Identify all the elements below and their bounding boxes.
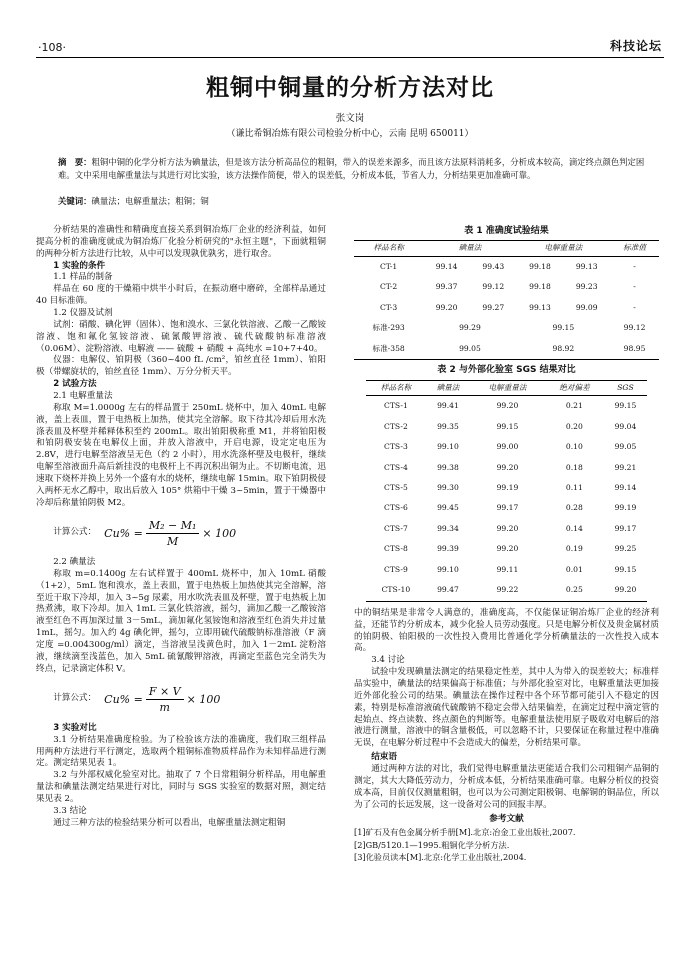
table-cell: 99.39: [437, 544, 459, 554]
formula-label: 计算公式：: [53, 527, 97, 538]
subsection-heading: 3.4 讨论: [371, 655, 405, 666]
table-cell: 99.13: [575, 261, 598, 271]
abstract-label: 摘 要：: [58, 157, 92, 167]
table-row: [366, 458, 647, 478]
table-cell: 99.09: [575, 302, 598, 312]
table-cell: 99.43: [482, 261, 505, 271]
table-header: 标准值: [610, 241, 659, 256]
table-cell: CTS-7: [384, 523, 408, 533]
table-cell: 99.38: [437, 462, 459, 472]
table-cell: 99.25: [614, 544, 637, 554]
table-header: 绝对偏差: [545, 380, 604, 395]
section-heading: 3 实验对比: [53, 722, 97, 733]
header-rule: [36, 57, 664, 58]
table-row: [366, 437, 647, 457]
reference-item: [3]化验员读本[M].北京:化学工业出版社,2004.: [354, 851, 527, 862]
table-cell: CTS-1: [384, 401, 408, 411]
table-cell: 标准-358: [354, 339, 423, 360]
table-row: [366, 498, 647, 518]
table-cell: CTS-9: [384, 564, 408, 574]
table-cell: 0.11: [565, 482, 583, 492]
table1-caption: 表 1 准确度试验结果: [464, 226, 549, 236]
formula-electrolytic: [36, 518, 326, 549]
table-cell: CTS-2: [384, 421, 408, 431]
table-cell: 99.18: [529, 282, 551, 292]
table-cell: 0.10: [565, 442, 583, 452]
table-header: SGS: [604, 380, 647, 395]
table-row: [366, 417, 647, 437]
paragraph: 3.2 与外部权威化验室对比。抽取了 7 个日常粗铜分析样品，用电解重量法和碘量法测定结果进行对比，同时与 SGS 实验室的数据对照，测定结果见表 2。: [36, 770, 326, 805]
paragraph: 称取 m=0.1400g 左右试样置于 400mL 烧杯中，加入 10mL 硝酸（1+2），5mL 饱和溴水，盖上表皿，置于电热板上加热使其完全溶解，溶至近干取下冷却，加入 3~5g 尿素，用水吹洗表皿及杯壁，置于电热板上加热煮沸，取下冷却。加入 1mL 三氯化铁溶液，摇匀，滴加乙酸一乙酸铵溶液至红色不再加深过量 3－5mL，滴加氟化氢铵饱和溶液至红色消失并过量 1mL，摇匀。加入约 4g 碘化钾，摇匀，立即用硫代硫酸钠标准溶液（F 滴定度 =0.004300g/ml）滴定，当溶液呈浅黄色时，加入 1－2mL 淀粉溶液，继续滴至浅蓝色，加入 5mL 硫氰酸钾溶液，再滴定至蓝色完全消失为终点，记录滴定体积 V。: [36, 568, 326, 674]
abstract: [58, 156, 658, 183]
table-cell: CT-3: [379, 302, 398, 312]
table-cell: 标准-293: [372, 323, 405, 333]
table-cell: 99.20: [496, 401, 519, 411]
table-cell: 99.41: [437, 401, 459, 411]
table-row: [354, 339, 659, 360]
table-cell: 99.20: [496, 462, 519, 472]
page-number: ·108·: [38, 41, 66, 54]
table-cell: -: [633, 282, 636, 292]
formula-denominator: m: [159, 700, 170, 714]
table-cell: 0.20: [565, 421, 583, 431]
table-row: [366, 539, 647, 559]
right-column: [354, 225, 659, 864]
table-cell: 99.12: [623, 323, 646, 333]
table-header: 电解重量法: [470, 380, 544, 395]
table-cell: 99.05: [423, 339, 516, 360]
section-heading: 1 实验的条件: [53, 260, 106, 271]
reference-item: [2]GB/5120.1—1995.粗铜化学分析方法.: [354, 839, 510, 850]
section-heading: 2 试验方法: [53, 379, 97, 390]
table-cell: 99.18: [529, 261, 551, 271]
table-cell: 98.92: [517, 339, 610, 360]
table-cell: CTS-5: [384, 482, 408, 492]
table-cell: CTS-3: [384, 442, 408, 452]
left-column: [36, 225, 326, 830]
table2: [366, 380, 647, 602]
section-heading: 结束语: [371, 752, 397, 763]
table-cell: 99.12: [482, 282, 505, 292]
formula-numerator: M₂ − M₁: [146, 518, 200, 534]
table-header: 碘量法: [423, 241, 516, 256]
table-cell: 99.17: [496, 503, 519, 513]
table-cell: CTS-4: [384, 462, 408, 472]
abstract-text: 粗铜中铜的化学分析方法为碘量法，但是该方法分析高品位的粗铜，带入的误差来源多，而且该方法原料消耗多，分析成本较高，滴定终点颜色判定困难。文中采用电解重量法与其进行对比实验，该方法操作简便，带入的误差低，分析成本低，节省人力，分析结果更加准确可靠。: [58, 157, 645, 181]
table-cell: 99.35: [437, 421, 459, 431]
references-list: [354, 827, 659, 863]
intro-paragraph: 分析结果的准确性和精确度直接关系到铜冶炼厂企业的经济利益，如何提高分析的准确度就成为铜冶炼厂化验分析研究的"永恒主题"，下面就粗铜的两种分析方法进行比较，从中可以发现孰优孰劣，进行取舍。: [36, 225, 326, 259]
subsection-heading: 1.2 仪器及试剂: [53, 308, 113, 319]
table-cell: 99.21: [614, 462, 637, 472]
table-cell: 99.23: [575, 282, 598, 292]
subsection-heading: 3.3 结论: [53, 805, 87, 816]
table-cell: 99.00: [496, 442, 519, 452]
table2-caption: 表 2 与外部化验室 SGS 结果对比: [437, 365, 576, 376]
formula-body: [104, 684, 220, 715]
table-cell: 99.20: [496, 523, 519, 533]
table-cell: 99.14: [614, 482, 637, 492]
table-header: 样品名称: [366, 380, 425, 395]
table-row: [366, 396, 647, 417]
table-cell: 0.21: [565, 401, 583, 411]
table-cell: 99.15: [552, 323, 575, 333]
table1: [354, 240, 659, 360]
subsection-heading: 2.1 电解重量法: [53, 391, 113, 402]
table-cell: 99.45: [437, 503, 459, 513]
keywords-label: 关键词：: [58, 196, 92, 206]
subsection-heading: 1.1 样品的制备: [53, 272, 113, 283]
table-cell: CTS-10: [366, 580, 425, 601]
reference-item: [1]矿石及有色金属分析手册[M].北京:冶金工业出版社,2007.: [354, 827, 576, 838]
table-cell: 99.05: [614, 442, 637, 452]
table-row: [354, 277, 659, 297]
formula-rhs: × 100: [186, 692, 221, 706]
formula-denominator: M: [166, 534, 179, 548]
paragraph: 中的铜结果是非常令人满意的，准确度高，不仅能保证铜冶炼厂企业的经济利益，还能节约分析成本，减少化验人员劳动强度。只是电解分析仪及贵金属材质的铂阴极、铂阳极的一次性投入费用比普通化学分析碘量法的一次性投入成本高。: [354, 607, 659, 654]
paragraph: 试剂：硝酸、碘化钾（固体）、饱和溴水、三氯化铁溶液、乙酸一乙酸铵溶液、饱和氟化氢铵溶液、硫氰酸钾溶液、硫代硫酸钠标准溶液（0.06M）、淀粉溶液、电解液 —— 硫酸 + 硝酸 + 高纯水 =10+7+40。: [36, 319, 326, 354]
table-header: 样品名称: [354, 241, 423, 256]
journal-name: 科技论坛: [609, 39, 662, 53]
formula-lhs: Cu% =: [104, 526, 143, 540]
table-cell: 99.27: [482, 302, 505, 312]
references-title: 参考文献: [489, 814, 524, 825]
table-cell: 99.15: [496, 421, 519, 431]
table-cell: -: [633, 302, 636, 312]
subsection-heading: 2.2 碘量法: [53, 556, 96, 567]
table-row: [366, 478, 647, 498]
table-cell: 99.04: [614, 421, 637, 431]
formula-lhs: Cu% =: [104, 692, 143, 706]
table-cell: 99.19: [614, 503, 637, 513]
table-cell: 99.14: [435, 261, 458, 271]
paragraph: 试验中发现碘量法测定的结果稳定性差，其中人为带入的误差较大；标准样品实验中，碘量法的结果偏高于标准值；与外部化验室对比，电解重量法更加接近外部化验公司的结果。碘量法在操作过程中各个环节都可能引入不稳定的因素，特别是标准溶液硫代硫酸钠不稳定会带入结果偏差，在滴定过程中滴定管的起始点、终点读数、终点颜色的判断等。电解重量法使用原子吸收对电解后的溶液进行测量，溶液中的铜含量极低，可以忽略不计，只要保证在称量过程中准确无误，在电解分析过程中不会造成大的偏差，分析结果可靠。: [354, 667, 659, 749]
table-cell: 99.20: [604, 580, 647, 601]
paper-title: 粗铜中铜量的分析方法对比: [206, 75, 494, 101]
keywords-text: 碘量法；电解重量法；粗铜；铜: [91, 196, 209, 206]
table-cell: 99.15: [614, 401, 637, 411]
table-cell: 99.11: [496, 564, 519, 574]
table-row: [354, 318, 659, 338]
keywords: [58, 196, 658, 208]
table-cell: 0.14: [565, 523, 583, 533]
formula-label: 计算公式：: [53, 693, 97, 704]
table-cell: 99.10: [437, 564, 459, 574]
table-cell: 0.18: [565, 462, 583, 472]
table-cell: 99.19: [496, 482, 519, 492]
formula-iodometric: [36, 684, 326, 715]
table-row: [366, 519, 647, 539]
table-cell: CT-2: [379, 282, 398, 292]
paragraph: 样品在 60 度的干燥箱中烘半小时后，在振动磨中磨碎，全部样品通过 40 目标准筛。: [36, 284, 326, 307]
table-cell: 99.15: [614, 564, 637, 574]
table-cell: CTS-6: [384, 503, 408, 513]
table-cell: 99.30: [437, 482, 459, 492]
table-cell: CTS-8: [384, 544, 408, 554]
formula-body: [104, 518, 236, 549]
table-cell: 99.13: [529, 302, 551, 312]
table-cell: 0.28: [565, 503, 583, 513]
table-row: [354, 256, 659, 277]
table-cell: 99.10: [437, 442, 459, 452]
table-cell: 98.95: [610, 339, 659, 360]
paragraph: 3.1 分析结果准确度检验。为了检验该方法的准确度，我们取三组样品用两种方法进行平行测定，选取两个粗铜标准物质样品作为未知样品进行测定。测定结果见表 1。: [36, 734, 326, 769]
table-row: [366, 560, 647, 580]
formula-numerator: F × V: [146, 684, 184, 700]
paragraph: 通过两种方法的对比，我们觉得电解重量法更能适合我们公司粗铜产品铜的测定，其大大降低劳动力，分析成本低，分析结果准确可靠。电解分析仪的投资成本高，目前仅仅测量粗铜，也可以为公司测定阳极铜、电解铜的铜品位，所以为了公司的长远发展，这一设备对公司的回报丰厚。: [354, 763, 659, 810]
table-cell: 99.29: [459, 323, 481, 333]
paragraph: 仪器：电解仪、铂阴极（360~400 fL /cm²，铂丝直径 1mm）、铂阳极（带螺旋状的，铂丝直径 1mm）、万分分析天平。: [36, 355, 326, 378]
table-cell: 99.47: [426, 580, 471, 601]
table-cell: CT-1: [379, 261, 398, 271]
table-cell: 99.20: [435, 302, 458, 312]
table-cell: -: [633, 261, 636, 271]
table-cell: 99.20: [496, 544, 519, 554]
table-header: 电解重量法: [517, 241, 610, 256]
formula-rhs: × 100: [202, 526, 237, 540]
paragraph: 通过三种方法的检验结果分析可以看出，电解重量法测定粗铜: [53, 817, 286, 828]
table-cell: 0.25: [545, 580, 604, 601]
affiliation: （谦比希铜冶炼有限公司检验分析中心，云南 昆明 650011）: [226, 129, 474, 139]
table-cell: 99.37: [435, 282, 458, 292]
table-cell: 99.22: [470, 580, 544, 601]
table-row: [354, 298, 659, 318]
table-cell: 0.01: [565, 564, 583, 574]
table-header: 碘量法: [426, 380, 471, 395]
table-row: [366, 580, 647, 601]
table-cell: 99.34: [437, 523, 459, 533]
table-cell: 0.19: [565, 544, 583, 554]
paragraph: 称取 M=1.0000g 左右的样品置于 250mL 烧杯中，加入 40mL 电解液，盖上表皿，置于电热板上加热，使其完全溶解。取下待其冷却后用水洗涤表皿及杯壁并稀释体积至约 200mL。取出铂阳极称重 M1，并将铂阳极和铂阴极安装在电解仪上面，并放入溶液中，开启电源，设定定电压为 2.8V，进行电解至溶液呈无色（约 2 小时），用水洗涤杯壁及电极杆，继续电解至溶液面升高后新挂没的电极杆上不再沉积出铜为止。不切断电流，迅速取下烧杯并换上另外一个盛有水的烧杯，继续电解 15min。取下铂阴极侵入两杯无水乙醇中，取出后放入 105° 烘箱中干燥 3~5min，置于干燥器中冷却后称量铂阴极 M2。: [36, 402, 326, 508]
table-cell: 99.17: [614, 523, 637, 533]
author: 张文岗: [335, 113, 365, 124]
